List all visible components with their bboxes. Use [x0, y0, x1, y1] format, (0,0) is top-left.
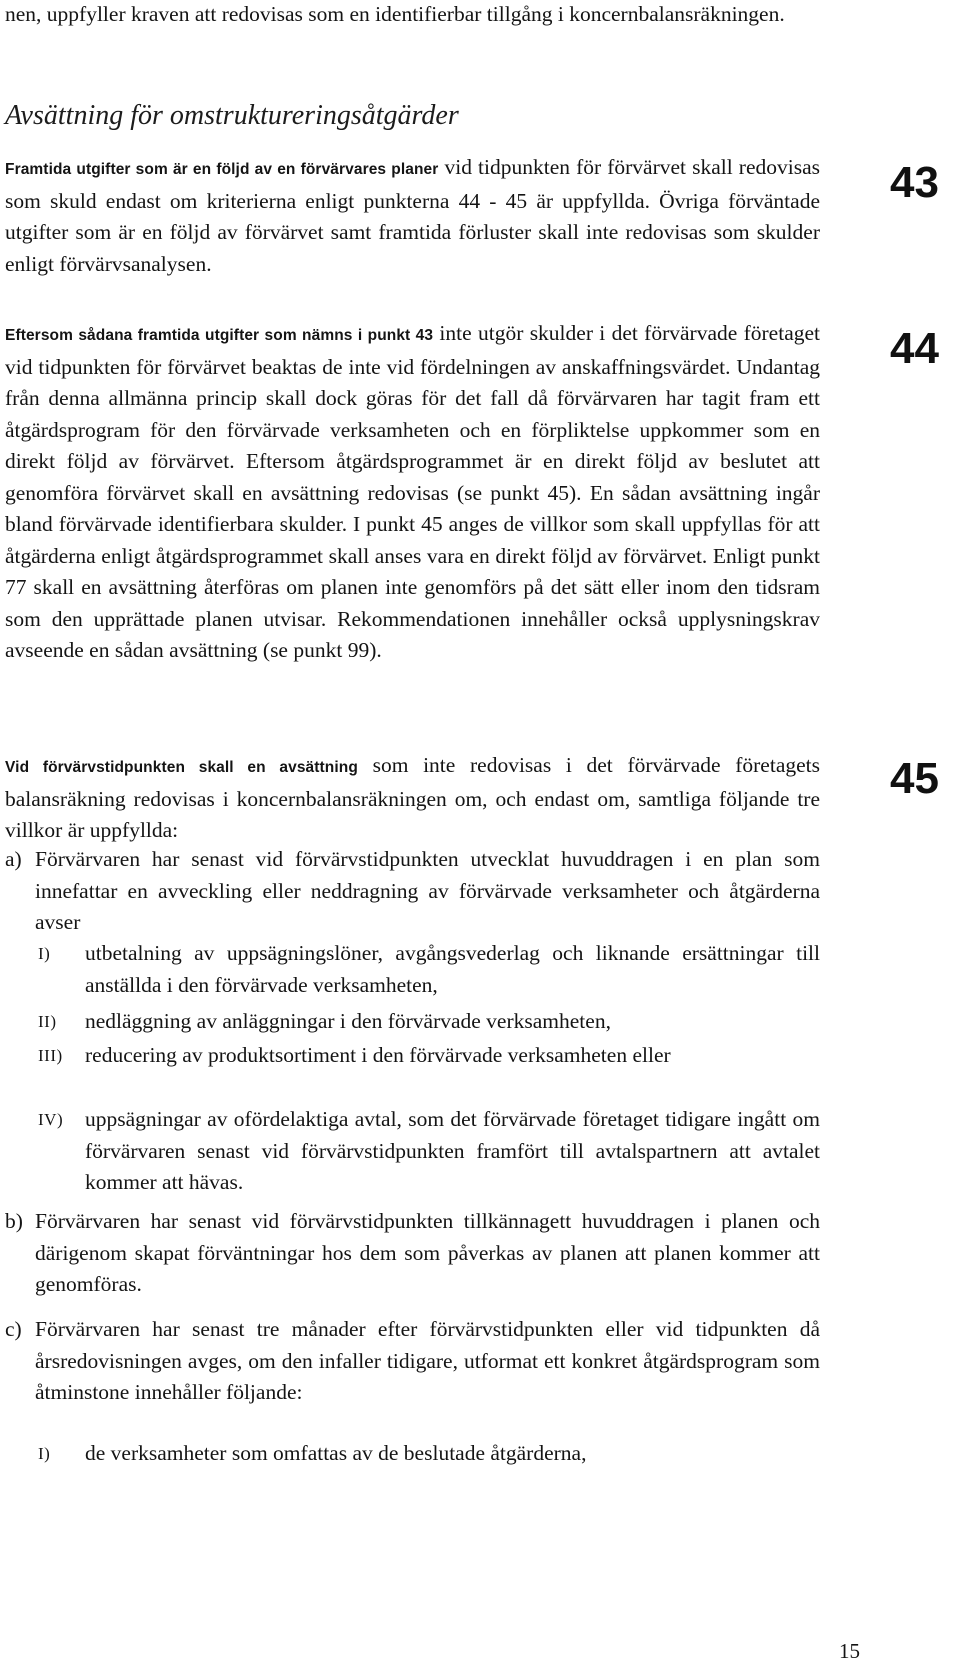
- page-number: 15: [839, 1639, 860, 1663]
- sub-item-text: uppsägningar av ofördelaktiga avtal, som det förvärvade företaget tidigare ingått om förvärvaren senast vid förvärvstidpunkten framfört till avtalspartnern att avtalet kommer att hävas.: [85, 1107, 820, 1194]
- paragraph-lead: Vid förvärvstidpunkten skall en avsättning: [5, 759, 358, 776]
- paragraph-number-44: 44: [890, 324, 939, 373]
- condition-text: Förvärvaren har senast tre månader efter förvärvstidpunkten eller vid tidpunkten då årsredovisningen avges, om den infaller tidigare, utformat ett konkret åtgärdsprogram som åtminstone innehåller följande:: [35, 1317, 820, 1404]
- condition-b: [5, 1206, 820, 1301]
- condition-text: Förvärvaren har senast vid förvärvstidpunkten utvecklat huvuddragen i en plan som innefattar en avveckling eller neddragning av förvärvade verksamheter och åtgärderna avser: [35, 847, 820, 934]
- sub-item-c-1: [5, 1438, 820, 1470]
- paragraph-43: [5, 152, 820, 280]
- sub-item-label: IV): [38, 1110, 64, 1129]
- intro-text: nen, uppfyller kraven att redovisas som en identifierbar tillgång i koncernbalansräkningen.: [5, 2, 785, 26]
- sub-item-label: I): [38, 944, 51, 963]
- sub-item-a-1: [5, 938, 820, 1001]
- paragraph-number-43: 43: [890, 158, 939, 207]
- sub-item-label: I): [38, 1444, 51, 1463]
- sub-item-text: reducering av produktsortiment i den förvärvade verksamheten eller: [85, 1043, 671, 1067]
- sub-item-text: utbetalning av uppsägningslöner, avgångsvederlag och liknande ersättningar till anställda i den förvärvade verksamheten,: [85, 941, 820, 997]
- intro-paragraph: [5, 0, 820, 31]
- paragraph-45: [5, 750, 820, 847]
- sub-item-a-3: [5, 1040, 820, 1072]
- paragraph-body: inte utgör skulder i det förvärvade företaget vid tidpunkten för förvärvet beaktas de inte vid fördelningen av anskaffningsvärdet. Undantag från denna allmänna princip skall dock göras för det fall då förvärvaren har tagit fram ett åtgärdsprogram för den förvärvade verksamheten och en förpliktelse uppkommer som en direkt följd av förvärvet. Eftersom åtgärdsprogrammet är en direkt följd av beslutet att genomföra förvärvet skall en avsättning redovisas (se punkt 45). En sådan avsättning ingår bland förvärvade identifierbara skulder. I punkt 45 anges de villkor som skall uppfyllas för att åtgärderna enligt åtgärdsprogrammet skall anses vara en direkt följd av förvärvet. Enligt punkt 77 skall en avsättning återföras om planen inte genomförs på det sätt eller inom den tidsram som den upprättade planen utvisar. Rekommendationen innehåller också upplysningskrav avseende en sådan avsättning (se punkt 99).: [5, 321, 821, 662]
- condition-c: [5, 1314, 820, 1409]
- sub-item-label: II): [38, 1012, 57, 1031]
- paragraph-44: [5, 318, 820, 667]
- section-heading: Avsättning för omstruktureringsåtgärder: [5, 100, 459, 131]
- condition-label: a): [5, 847, 22, 871]
- paragraph-body: vid tidpunkten för förvärvet skall redovisas som skuld endast om kriterierna enligt punkterna 44 - 45 är uppfyllda. Övriga förväntade utgifter som är en följd av förvärvet samt framtida förluster skall inte redovisas som skulder enligt förvärvsanalysen.: [5, 155, 820, 276]
- sub-item-label: III): [38, 1046, 63, 1065]
- condition-label: b): [5, 1209, 23, 1233]
- sub-item-text: de verksamheter som omfattas av de beslutade åtgärderna,: [85, 1441, 587, 1465]
- sub-item-a-4: [5, 1104, 820, 1199]
- paragraph-number-45: 45: [890, 754, 939, 803]
- condition-a: [5, 844, 820, 939]
- sub-item-text: nedläggning av anläggningar i den förvärvade verksamheten,: [85, 1009, 611, 1033]
- paragraph-lead: Eftersom sådana framtida utgifter som nämns i punkt 43: [5, 327, 434, 344]
- sub-item-a-2: [5, 1006, 820, 1038]
- paragraph-body: som inte redovisas i det förvärvade företagets balansräkning redovisas i koncernbalansräkningen om, och endast om, samtliga följande tre villkor är uppfyllda:: [5, 753, 820, 842]
- condition-label: c): [5, 1317, 22, 1341]
- condition-text: Förvärvaren har senast vid förvärvstidpunkten tillkännagett huvuddragen i planen och därigenom skapat förväntningar hos dem som påverkas av planen att planen kommer att genomföras.: [35, 1209, 820, 1296]
- paragraph-lead: Framtida utgifter som är en följd av en förvärvares planer: [5, 161, 439, 178]
